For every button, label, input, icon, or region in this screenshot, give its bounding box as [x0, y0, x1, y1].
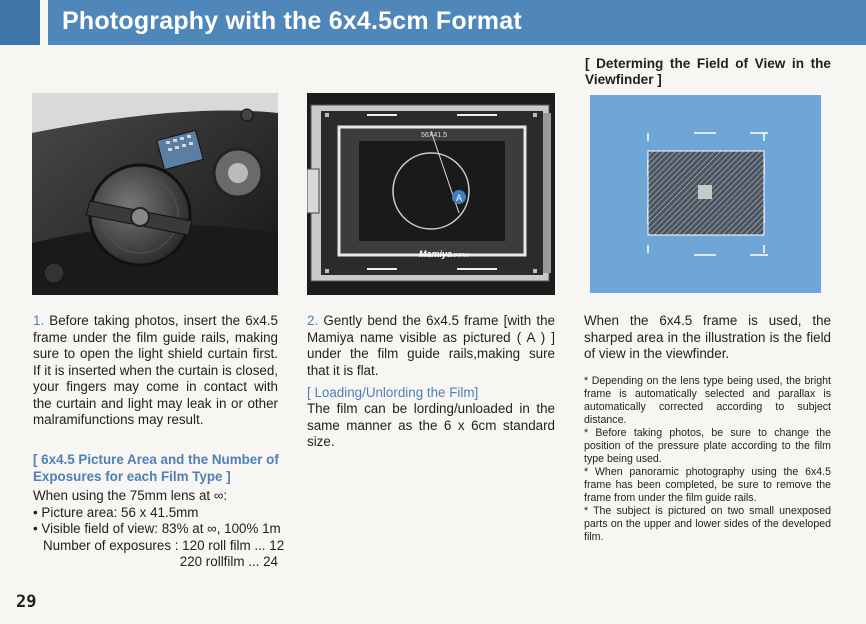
camera-back-illustration: [32, 93, 278, 295]
picture-area-bullet-2: • Visible field of view: 83% at ∞, 100% 1m: [33, 521, 281, 536]
picture-area-intro: When using the 75mm lens at ∞:: [33, 488, 228, 503]
step-1-text: [33, 313, 278, 429]
loading-text: The film can be lording/unloaded in the same manner as the 6 x 6cm standard size.: [307, 401, 555, 449]
exposures-220: 220 rollfilm ... 24: [179, 554, 278, 569]
picture-area-block: [33, 488, 283, 571]
viewfinder-heading: [ Determing the Field of View in the Viewfinder ]: [585, 56, 831, 87]
header-banner: [0, 0, 866, 45]
picture-area-bullet-1: • Picture area: 56 x 41.5mm: [33, 504, 199, 520]
loading-heading: [ Loading/Unlording the Film]: [307, 385, 479, 400]
brand-sub: JAPAN: [453, 253, 469, 259]
brand-logo: Mamiya: [419, 249, 453, 259]
page-number: 29: [16, 592, 37, 612]
step-2-number: 2.: [307, 313, 319, 328]
picture-area-heading: [ 6x4.5 Picture Area and the Number of Exposures for each Film Type ]: [33, 452, 279, 484]
banner-gap: [40, 0, 48, 45]
camera-back-photo: [32, 93, 278, 295]
step-2-body: Gently bend the 6x4.5 frame [with the Mamiya name visible as pictured ( A ) ] under the film guide rails,making sure that it is flat.: [307, 313, 555, 378]
viewfinder-notes: [584, 375, 831, 544]
banner-tab: [0, 0, 40, 45]
film-frame-photo: [307, 93, 555, 295]
step-1-number: 1.: [33, 313, 45, 328]
note-2: * Before taking photos, be sure to change the position of the pressure plate according to the film type being used.: [584, 427, 831, 465]
step-2-text: [307, 313, 555, 379]
page-title: Photography with the 6x4.5cm Format: [62, 7, 522, 35]
exposures-120: Number of exposures : 120 roll film ... 12: [43, 537, 285, 553]
step-1-body: Before taking photos, insert the 6x4.5 frame under the film guide rails, making sure to open the light shield curtain first. If it is inserted when the curtain is closed, your fingers may come in contact with the curtain and light may leak in or other malramifunctions may result.: [33, 313, 278, 427]
note-3: * When panoramic photography using the 6x4.5 frame has been completed, be sure to remove the frame from under the film guide rails.: [584, 466, 831, 504]
viewfinder-illustration: [590, 95, 821, 293]
film-frame-illustration: [307, 93, 555, 295]
viewfinder-diagram: [590, 95, 821, 293]
frame-size-label: 56X41.5: [420, 132, 448, 139]
note-4: * The subject is pictured on two small unexposed parts on the upper and lower sides of the developed film.: [584, 505, 831, 543]
note-1: * Depending on the lens type being used, the bright frame is automatically selected and parallax is automatically corrected according to subject distance.: [584, 375, 831, 426]
callout-label: A: [455, 193, 463, 203]
viewfinder-text: When the 6x4.5 frame is used, the sharped area in the illustration is the field of view in the viewfinder.: [584, 313, 831, 361]
